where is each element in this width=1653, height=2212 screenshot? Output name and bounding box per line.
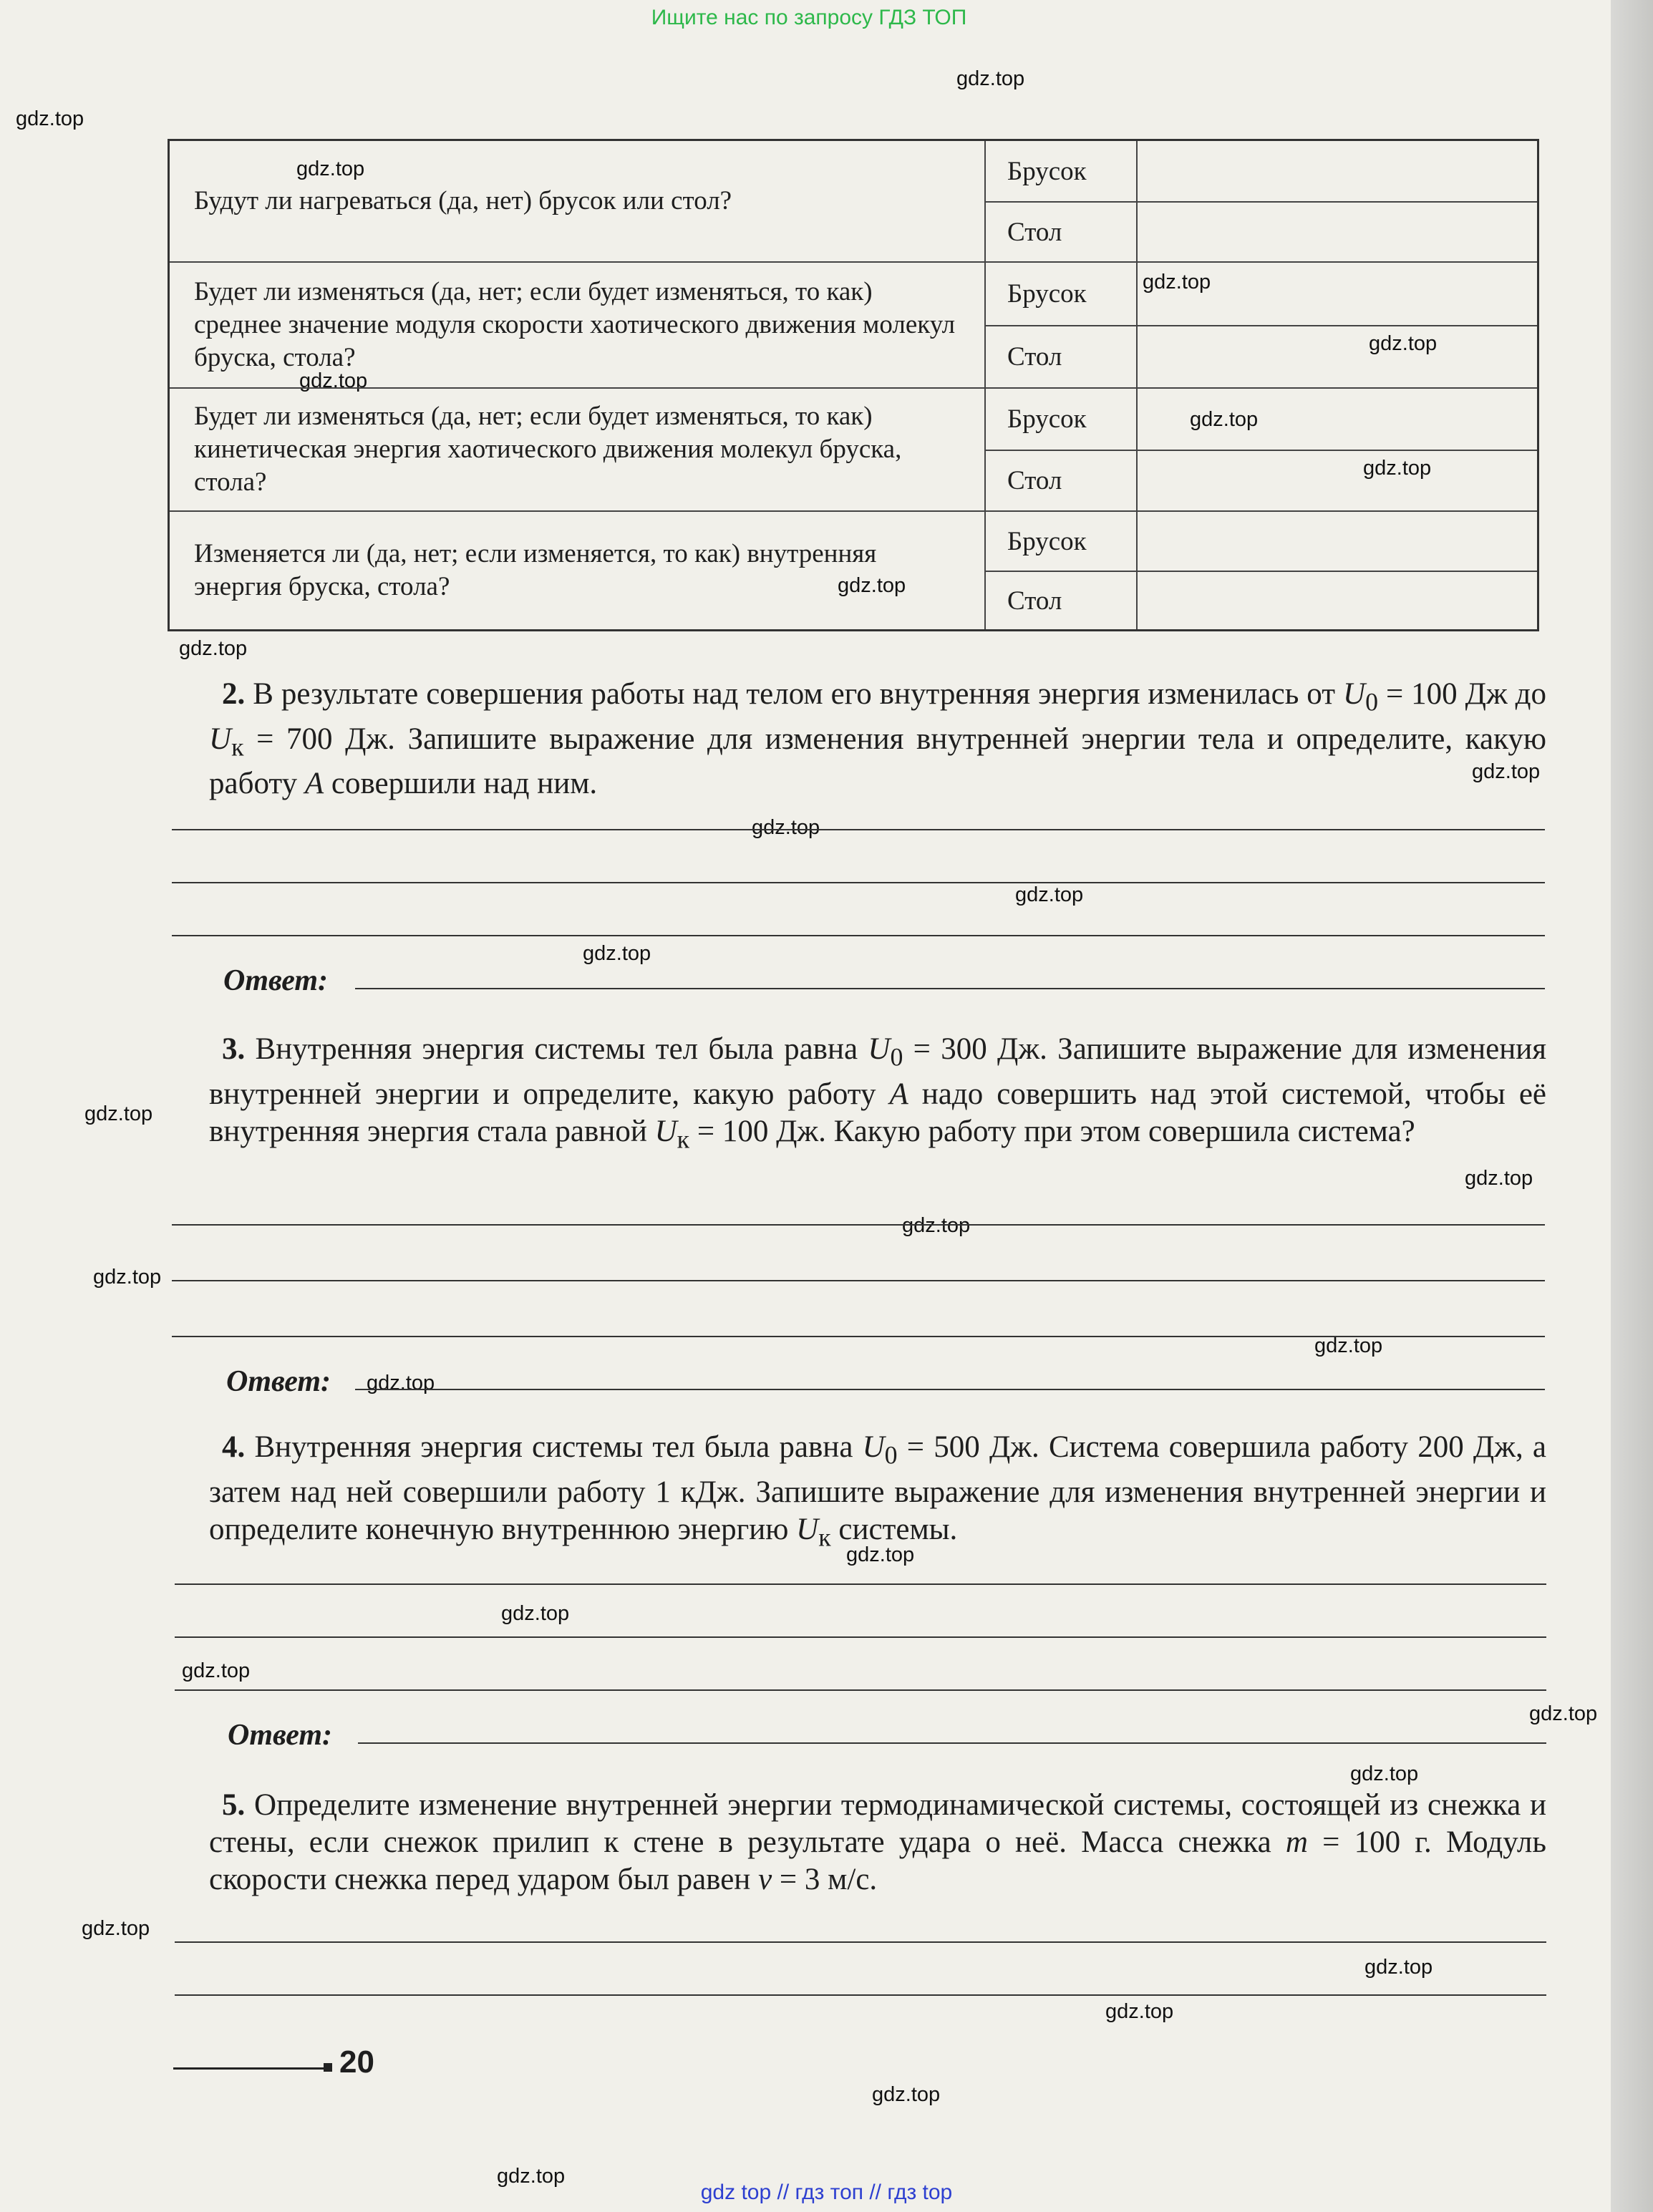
watermark: gdz.top xyxy=(93,1266,162,1289)
page-number: 20 xyxy=(339,2044,374,2080)
watermark: gdz.top xyxy=(838,574,906,597)
watermark: gdz.top xyxy=(179,637,248,660)
task-number: 5. xyxy=(222,1788,246,1822)
watermark: gdz.top xyxy=(299,369,368,392)
task-3 xyxy=(209,1031,1546,1158)
subscript: 0 xyxy=(890,1042,903,1072)
answer-label: Ответ: xyxy=(228,1719,332,1752)
variable: U xyxy=(1343,677,1366,711)
watermark: gdz.top xyxy=(1472,760,1541,783)
task-5 xyxy=(209,1787,1546,1898)
answer-line[interactable] xyxy=(172,882,1545,883)
task-text: Внутренняя энергия системы тел была равна xyxy=(245,1032,868,1066)
task-text: В результате совершения работы над телом его внутренняя энергия изменилась от xyxy=(245,677,1343,711)
task-number: 2. xyxy=(222,677,246,711)
subscript: к xyxy=(818,1523,831,1552)
table-row xyxy=(170,261,1537,387)
table-row xyxy=(170,510,1537,629)
answer-line[interactable] xyxy=(175,1941,1546,1943)
page-number-marker xyxy=(324,2063,332,2072)
watermark: gdz.top xyxy=(367,1372,435,1394)
watermark: gdz.top xyxy=(1143,271,1211,294)
watermark: gdz.top xyxy=(497,2165,566,2188)
variable: v xyxy=(758,1863,772,1896)
table-question: Изменяется ли (да, нет; если изменяется, то как) внутренняя энергия бруска, стола? xyxy=(170,512,986,629)
question-table xyxy=(168,139,1539,631)
task-text: = 3 м/с. xyxy=(772,1863,878,1896)
watermark: gdz.top xyxy=(1364,1956,1433,1979)
variable: U xyxy=(654,1114,677,1148)
table-answer-cell[interactable] xyxy=(1138,450,1537,510)
bottom-banner[interactable]: gdz top // гдз топ // гдз top xyxy=(700,2181,953,2204)
task-text: = 100 г. Модуль скорости снежка перед ударом был равен xyxy=(209,1825,1546,1896)
task-text: = 500 Дж. Система совершила работу 200 Дж, а затем над ней совершили работу 1 кДж. Запишите выражение для изменения внутренней энергии и определите конечную внутреннюю энергию xyxy=(209,1430,1546,1546)
answer-line[interactable] xyxy=(175,1689,1546,1691)
watermark: gdz.top xyxy=(1350,1762,1419,1785)
variable: U xyxy=(868,1032,891,1066)
task-text: надо совершить над этой системой, чтобы её внутренняя энергия стала равной xyxy=(209,1077,1546,1148)
watermark: gdz.top xyxy=(1529,1702,1598,1725)
table-answer-cell[interactable] xyxy=(1138,389,1537,450)
task-4 xyxy=(209,1429,1546,1556)
table-subject: Стол xyxy=(986,571,1138,629)
subscript: 0 xyxy=(884,1440,898,1470)
table-subject: Брусок xyxy=(986,141,1138,201)
table-answer-cell[interactable] xyxy=(1138,141,1537,201)
watermark: gdz.top xyxy=(872,2083,941,2106)
page-edge xyxy=(1611,0,1653,2212)
watermark: gdz.top xyxy=(1314,1334,1383,1357)
task-text: = 100 Дж до xyxy=(1377,677,1547,711)
task-text: системы. xyxy=(830,1512,958,1546)
answer-line[interactable] xyxy=(355,1389,1545,1390)
variable: A xyxy=(304,767,324,801)
watermark: gdz.top xyxy=(1369,332,1438,355)
answer-line[interactable] xyxy=(175,1994,1546,1996)
answer-line[interactable] xyxy=(172,829,1545,830)
watermark: gdz.top xyxy=(1015,883,1084,906)
task-text: совершили над ним. xyxy=(324,767,598,801)
variable: U xyxy=(862,1430,885,1464)
watermark: gdz.top xyxy=(501,1602,570,1625)
table-question: Будет ли изменяться (да, нет; если будет изменяться, то как) среднее значение модуля скорости хаотического движения молекул бруска, стола? xyxy=(170,263,986,387)
answer-line[interactable] xyxy=(172,1280,1545,1281)
table-row xyxy=(170,141,1537,261)
variable: m xyxy=(1285,1825,1308,1859)
table-subject: Брусок xyxy=(986,263,1138,325)
answer-line[interactable] xyxy=(355,988,1545,989)
variable: U xyxy=(796,1512,819,1546)
answer-line[interactable] xyxy=(172,1336,1545,1337)
watermark: gdz.top xyxy=(16,107,84,130)
watermark: gdz.top xyxy=(752,816,820,839)
task-text: Внутренняя энергия системы тел была равна xyxy=(245,1430,863,1464)
watermark: gdz.top xyxy=(82,1917,150,1940)
table-subject: Стол xyxy=(986,325,1138,387)
task-number: 3. xyxy=(222,1032,246,1066)
table-row xyxy=(170,387,1537,510)
table-answer-cell[interactable] xyxy=(1138,201,1537,261)
watermark: gdz.top xyxy=(583,942,651,965)
watermark: gdz.top xyxy=(296,157,365,180)
answer-line[interactable] xyxy=(358,1742,1546,1744)
task-2 xyxy=(209,676,1546,802)
subscript: к xyxy=(231,732,244,762)
top-banner[interactable]: Ищите нас по запросу ГДЗ ТОП xyxy=(651,6,967,29)
subscript: 0 xyxy=(1365,687,1378,717)
answer-label: Ответ: xyxy=(226,1365,331,1398)
table-answer-cell[interactable] xyxy=(1138,325,1537,387)
table-subject: Стол xyxy=(986,201,1138,261)
answer-line[interactable] xyxy=(172,1224,1545,1226)
table-subject: Брусок xyxy=(986,512,1138,571)
watermark: gdz.top xyxy=(1105,2000,1174,2023)
task-text: = 300 Дж. Запишите выражение для изменения внутренней энергии и определите, какую работу xyxy=(209,1032,1546,1111)
watermark: gdz.top xyxy=(1363,457,1432,480)
table-subject: Стол xyxy=(986,450,1138,510)
task-number: 4. xyxy=(222,1430,246,1464)
table-answer-cell[interactable] xyxy=(1138,263,1537,325)
watermark: gdz.top xyxy=(846,1543,915,1566)
watermark: gdz.top xyxy=(84,1102,153,1125)
task-text: Определите изменение внутренней энергии термодинамической системы, состоящей из снежка и стены, если снежок прилип к стене в результате удара о неё. Масса снежка xyxy=(209,1788,1546,1859)
task-text: = 100 Дж. Какую работу при этом совершила система? xyxy=(689,1114,1415,1148)
answer-line[interactable] xyxy=(175,1583,1546,1585)
table-subject: Брусок xyxy=(986,389,1138,450)
variable: U xyxy=(209,722,232,756)
watermark: gdz.top xyxy=(182,1659,251,1682)
answer-line[interactable] xyxy=(172,935,1545,936)
watermark: gdz.top xyxy=(1190,408,1259,431)
table-question: Будет ли изменяться (да, нет; если будет изменяться, то как) кинетическая энергия хаотического движения молекул бруска, стола? xyxy=(170,389,986,510)
task-text: = 700 Дж. Запишите выражение для изменения внутренней энергии тела и определите, какую работу xyxy=(209,722,1546,801)
watermark: gdz.top xyxy=(1465,1167,1533,1190)
page-number-rule xyxy=(173,2067,324,2070)
table-answer-cell[interactable] xyxy=(1138,571,1537,629)
table-answer-cell[interactable] xyxy=(1138,512,1537,571)
watermark: gdz.top xyxy=(956,67,1025,90)
subscript: к xyxy=(677,1125,690,1154)
answer-line[interactable] xyxy=(175,1636,1546,1638)
table-question: Будут ли нагреваться (да, нет) брусок или стол? xyxy=(170,141,986,261)
variable: A xyxy=(889,1077,908,1111)
answer-label: Ответ: xyxy=(223,964,328,997)
watermark: gdz.top xyxy=(902,1214,971,1237)
